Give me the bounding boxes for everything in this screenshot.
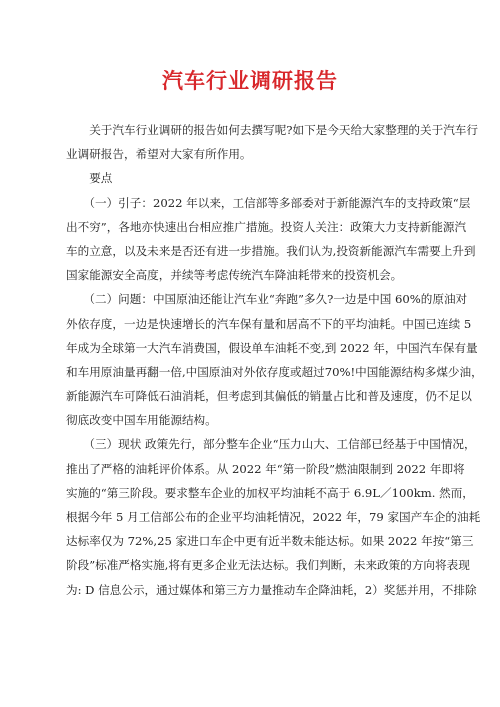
body-line: 国家能源安全高度，并续等考虑传统汽车降油耗带来的投资机会。 [66, 268, 403, 283]
body-line: 彻底改变中国车用能源结构。 [66, 413, 217, 428]
body-line: 关于汽车行业调研的报告如何去撰写呢?如下是今天给大家整理的关于汽车行 [66, 123, 478, 137]
body-line: 根据今年 5 月工信部公布的企业平均油耗情况，2022 年，79 家国产车企的油耗 [66, 510, 481, 524]
body-line: （二）问题：中国原油还能让汽车业“奔跑”多久?一边是中国 60%的原油对 [66, 292, 468, 307]
section-heading: 要点 [66, 171, 113, 186]
body-line: 业调研报告，希望对大家有所作用。 [66, 147, 252, 162]
body-line: 达标率仅为 72%,25 家进口车企中更有近半数未能达标。如果 2022 年按“第三 [66, 534, 474, 549]
body-line: 车的立意，以及未来是否还有进一步措施。我们认为,投资新能源汽车需要上升到 [66, 243, 476, 258]
body-line: 推出了严格的油耗评价体系。从 2022 年“第一阶段”燃油限制到 2022 年即将 [66, 461, 465, 476]
body-line: 出不穷”，各地亦快速出台相应推广措施。投资人关注：政策大力支持新能源汽 [66, 219, 467, 234]
document-body [66, 118, 483, 602]
body-line: 为: D 信息公示，通过媒体和第三方力量推动车企降油耗，2）奖惩并用，不排除 [66, 582, 477, 597]
body-line: 和车用原油量再翻一倍,中国原油对外依存度或超过70%!中国能源结构多煤少油， [66, 364, 483, 379]
body-line: 年成为全球第一大汽车消费国，假设单车油耗不变,到 2022 年，中国汽车保有量 [66, 340, 478, 355]
body-line: 实施的“第三阶段。要求整车企业的加权平均油耗不高于 6.9L／100km. 然而， [66, 485, 474, 500]
body-line: 阶段”标准严格实施,将有更多企业无法达标。我们判断，未来政策的方向将表现 [66, 558, 470, 573]
document-title: 汽车行业调研报告 [162, 68, 338, 93]
body-line: 外依存度，一边是快速增长的汽车保有量和居高不下的平均油耗。中国已连续 5 [66, 316, 472, 331]
body-line: （三）现状 政策先行，部分整车企业“压力山大、工信部已经基于中国情况， [66, 437, 476, 452]
body-line: （一）引子：2022 年以来，工信部等多部委对于新能源汽车的支持政策“层 [66, 195, 471, 210]
body-line: 新能源汽车可降低石油消耗，但考虑到其偏低的销量占比和普及速度，仍不足以 [66, 389, 472, 404]
